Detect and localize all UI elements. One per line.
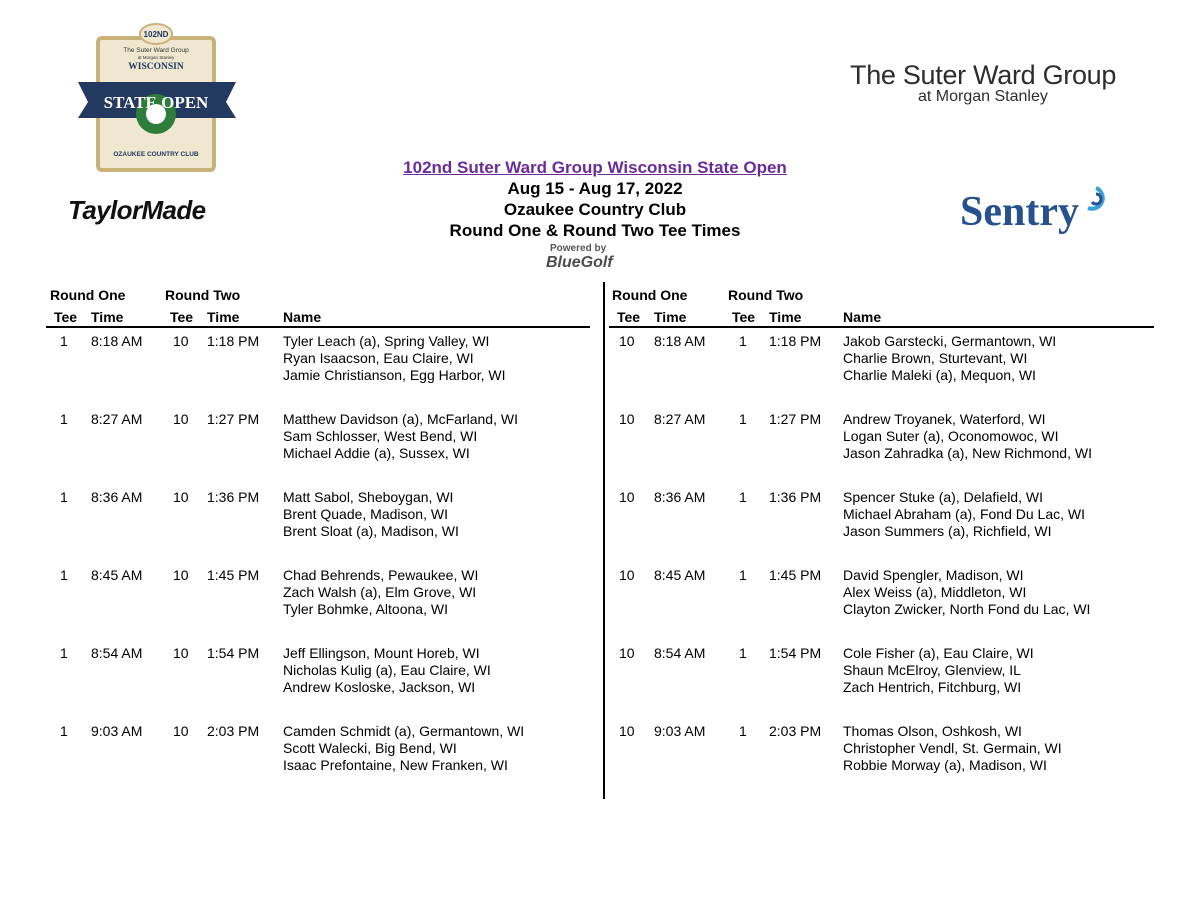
right-header-round-one: Round One [612, 287, 688, 303]
player-name: Cole Fisher (a), Eau Claire, WI [843, 645, 1034, 661]
left-header-r1-tee: Tee [54, 309, 78, 325]
left-header-r2-time: Time [207, 309, 240, 325]
round-one-time: 8:27 AM [654, 411, 706, 427]
player-name: Matthew Davidson (a), McFarland, WI [283, 411, 518, 427]
round-two-tee: 1 [739, 333, 747, 349]
left-header-r2-tee: Tee [170, 309, 194, 325]
player-name: Camden Schmidt (a), Germantown, WI [283, 723, 525, 739]
round-one-tee: 10 [619, 333, 635, 349]
player-name: Isaac Prefontaine, New Franken, WI [283, 757, 508, 773]
player-name: Matt Sabol, Sheboygan, WI [283, 489, 454, 505]
right-header-rule [609, 326, 1154, 328]
round-one-time: 8:36 AM [91, 489, 143, 505]
player-name: Brent Sloat (a), Madison, WI [283, 523, 459, 539]
round-two-time: 1:36 PM [207, 489, 260, 505]
left-header-rule [46, 326, 590, 328]
player-name: Clayton Zwicker, North Fond du Lac, WI [843, 601, 1091, 617]
round-two-time: 2:03 PM [769, 723, 822, 739]
taylormade-logo [68, 195, 206, 226]
svg-text:STATE OPEN: STATE OPEN [103, 93, 209, 112]
round-two-tee: 1 [739, 567, 747, 583]
round-one-tee: 10 [619, 489, 635, 505]
sentry-logo-text: Sentry [960, 189, 1079, 235]
round-one-tee: 1 [60, 411, 68, 427]
suter-ward-logo [850, 60, 1150, 106]
player-group [283, 411, 518, 462]
round-one-time: 8:45 AM [91, 567, 143, 583]
player-name: Christopher Vendl, St. Germain, WI [843, 740, 1062, 756]
sentry-swirl-icon [1082, 186, 1110, 216]
event-title-link[interactable]: 102nd Suter Ward Group Wisconsin State Open [403, 158, 787, 177]
player-name: Tyler Bohmke, Altoona, WI [283, 601, 448, 617]
svg-text:at Morgan Stanley: at Morgan Stanley [137, 55, 175, 60]
round-two-time: 1:27 PM [769, 411, 822, 427]
round-two-time: 1:27 PM [207, 411, 260, 427]
title-block [300, 157, 890, 241]
round-two-time: 1:54 PM [769, 645, 822, 661]
round-two-time: 1:36 PM [769, 489, 822, 505]
round-two-tee: 1 [739, 645, 747, 661]
right-header-round-two: Round Two [728, 287, 804, 303]
round-one-time: 8:36 AM [654, 489, 706, 505]
player-group [843, 333, 1056, 384]
round-one-time: 8:54 AM [91, 645, 143, 661]
round-two-tee: 1 [739, 723, 747, 739]
round-two-tee: 10 [173, 411, 189, 427]
round-one-tee: 1 [60, 567, 68, 583]
left-header-r1-time: Time [91, 309, 124, 325]
player-name: Charlie Maleki (a), Mequon, WI [843, 367, 1036, 383]
round-one-tee: 10 [619, 645, 635, 661]
sentry-logo [960, 188, 1079, 236]
player-group [843, 645, 1034, 696]
player-name: Logan Suter (a), Oconomowoc, WI [843, 428, 1059, 444]
round-two-time: 1:45 PM [769, 567, 822, 583]
player-name: Ryan Isaacson, Eau Claire, WI [283, 350, 474, 366]
suter-ward-logo-sub: at Morgan Stanley [918, 88, 1048, 105]
round-two-time: 1:18 PM [207, 333, 260, 349]
left-header-round-one: Round One [50, 287, 126, 303]
right-header-r2-time: Time [769, 309, 802, 325]
round-two-tee: 10 [173, 567, 189, 583]
round-two-time: 1:45 PM [207, 567, 260, 583]
player-name: Brent Quade, Madison, WI [283, 506, 448, 522]
svg-text:OZAUKEE COUNTRY CLUB: OZAUKEE COUNTRY CLUB [113, 151, 199, 158]
right-header-r1-tee: Tee [617, 309, 641, 325]
bluegolf-brand: BlueGolf [546, 254, 613, 271]
player-name: Robbie Morway (a), Madison, WI [843, 757, 1047, 773]
round-one-time: 8:45 AM [654, 567, 706, 583]
round-one-tee: 10 [619, 723, 635, 739]
player-name: Jamie Christianson, Egg Harbor, WI [283, 367, 506, 383]
player-name: Andrew Kosloske, Jackson, WI [283, 679, 476, 695]
player-name: Michael Addie (a), Sussex, WI [283, 445, 470, 461]
svg-text:The Suter Ward Group: The Suter Ward Group [123, 47, 189, 54]
player-group [843, 411, 1092, 462]
player-name: Zach Walsh (a), Elm Grove, WI [283, 584, 477, 600]
suter-ward-logo-main: The Suter Ward Group [850, 60, 1117, 90]
player-name: Jason Zahradka (a), New Richmond, WI [843, 445, 1092, 461]
player-name: Jason Summers (a), Richfield, WI [843, 523, 1052, 539]
player-group [843, 567, 1090, 618]
player-group [843, 489, 1085, 540]
player-group [843, 723, 1062, 774]
player-name: Tyler Leach (a), Spring Valley, WI [283, 333, 490, 349]
round-one-tee: 10 [619, 567, 635, 583]
player-group [283, 567, 478, 618]
bluegolf-logo [546, 243, 613, 272]
round-two-tee: 10 [173, 645, 189, 661]
player-name: Shaun McElroy, Glenview, IL [843, 662, 1021, 678]
round-one-time: 8:27 AM [91, 411, 143, 427]
round-one-time: 9:03 AM [91, 723, 143, 739]
round-two-tee: 10 [173, 333, 189, 349]
round-one-tee: 1 [60, 489, 68, 505]
taylormade-logo-text: TaylorMade [68, 195, 206, 225]
player-group [283, 489, 459, 540]
player-name: Zach Hentrich, Fitchburg, WI [843, 679, 1022, 695]
event-dates: Aug 15 - Aug 17, 2022 [507, 179, 683, 198]
player-name: Thomas Olson, Oshkosh, WI [843, 723, 1022, 739]
event-venue: Ozaukee Country Club [503, 200, 687, 219]
round-two-tee: 10 [173, 723, 189, 739]
player-group [283, 333, 506, 384]
state-open-logo [78, 22, 236, 174]
round-one-tee: 1 [60, 723, 68, 739]
player-name: Jeff Ellingson, Mount Horeb, WI [283, 645, 480, 661]
player-name: Scott Walecki, Big Bend, WI [283, 740, 457, 756]
round-one-time: 8:18 AM [654, 333, 706, 349]
page-subtitle: Round One & Round Two Tee Times [449, 221, 741, 240]
player-name: Spencer Stuke (a), Delafield, WI [843, 489, 1043, 505]
player-group [283, 645, 491, 696]
player-group [283, 723, 524, 774]
player-name: Chad Behrends, Pewaukee, WI [283, 567, 479, 583]
right-header-name: Name [843, 309, 882, 325]
player-name: Sam Schlosser, West Bend, WI [283, 428, 478, 444]
round-two-tee: 1 [739, 489, 747, 505]
round-one-time: 8:18 AM [91, 333, 143, 349]
round-one-tee: 1 [60, 333, 68, 349]
badge-year: 102ND [143, 30, 169, 39]
round-two-tee: 10 [173, 489, 189, 505]
round-two-tee: 1 [739, 411, 747, 427]
round-one-tee: 1 [60, 645, 68, 661]
player-name: Charlie Brown, Sturtevant, WI [843, 350, 1028, 366]
left-header-name: Name [283, 309, 322, 325]
bluegolf-powered-by: Powered by [550, 243, 607, 254]
right-header-r2-tee: Tee [732, 309, 756, 325]
right-header-r1-time: Time [654, 309, 687, 325]
player-name: David Spengler, Madison, WI [843, 567, 1024, 583]
svg-text:WISCONSIN: WISCONSIN [128, 62, 184, 72]
round-two-time: 2:03 PM [207, 723, 260, 739]
player-name: Michael Abraham (a), Fond Du Lac, WI [843, 506, 1085, 522]
left-header-round-two: Round Two [165, 287, 241, 303]
column-divider [603, 282, 605, 799]
round-one-time: 8:54 AM [654, 645, 706, 661]
round-one-tee: 10 [619, 411, 635, 427]
round-two-time: 1:18 PM [769, 333, 822, 349]
player-name: Nicholas Kulig (a), Eau Claire, WI [283, 662, 491, 678]
round-one-time: 9:03 AM [654, 723, 706, 739]
player-name: Alex Weiss (a), Middleton, WI [843, 584, 1027, 600]
player-name: Jakob Garstecki, Germantown, WI [843, 333, 1057, 349]
round-two-time: 1:54 PM [207, 645, 260, 661]
player-name: Andrew Troyanek, Waterford, WI [843, 411, 1046, 427]
